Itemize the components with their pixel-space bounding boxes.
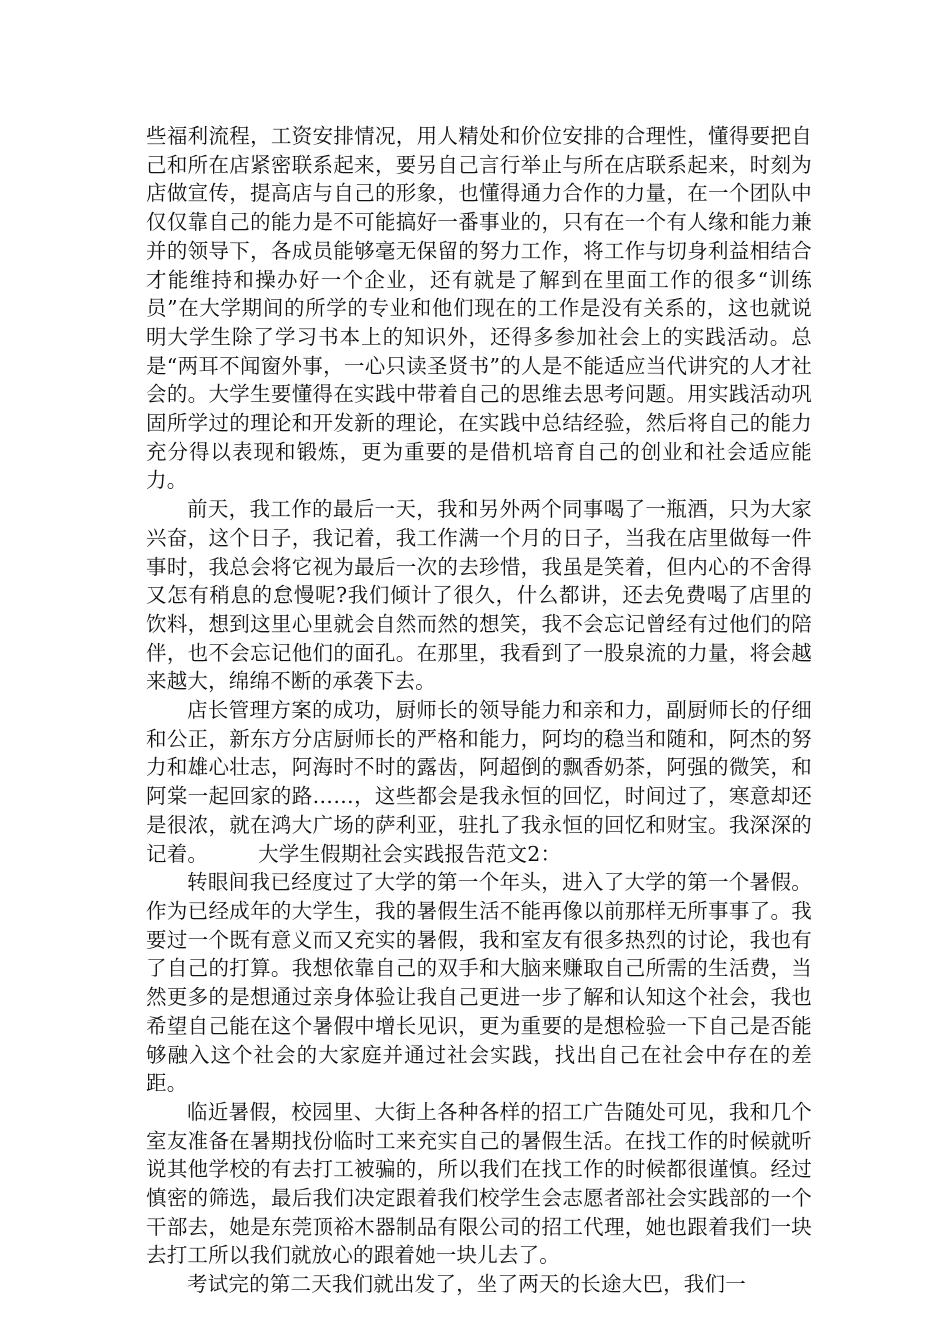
document-body (146, 122, 812, 1299)
section-heading: 大学生假期社会实践报告范文2： (258, 841, 562, 866)
paragraph-3 (146, 696, 812, 868)
paragraph-4: 转眼间我已经度过了大学的第一个年头，进入了大学的第一个暑假。作为已经成年的大学生，我的暑假生活不能再像以前那样无所事事了。我要过一个既有意义而又充实的暑假，我和室友有很多热烈的讨论，我也有了自己的打算。我想依靠自己的双手和大脑来赚取自己所需的生活费，当然更多的是想通过亲身体验让我自己更进一步了解和认知这个社会，我也希望自己能在这个暑假中增长见识，更为重要的是想检验一下自己是否能够融入这个社会的大家庭并通过社会实践，找出自己在社会中存在的差距。 (146, 870, 812, 1096)
paragraph-3-text: 店长管理方案的成功，厨师长的领导能力和亲和力，副厨师长的仔细和公正，新东方分店厨师长的严格和能力，阿均的稳当和随和，阿杰的努力和雄心壮志，阿海时不时的露齿，阿超倒的飘香奶茶，阿强的微笑，和阿棠一起回家的路……，这些都会是我永恒的回忆，时间过了，寒意却还是很浓，就在鸿大广场的萨利亚，驻扎了我永恒的回忆和财宝。我深深的记着。 (146, 698, 812, 866)
paragraph-2: 前天，我工作的最后一天，我和另外两个同事喝了一瓶酒，只为大家兴奋，这个日子，我记着，我工作满一个月的日子，当我在店里做每一件事时，我总会将它视为最后一次的去珍惜，我虽是笑着，但内心的不舍得又怎有稍息的怠慢呢?我们倾计了很久，什么都讲，还去免费喝了店里的饮料，想到这里心里就会自然而然的想笑，我不会忘记曾经有过他们的陪伴，也不会忘记他们的面孔。在那里，我看到了一股泉流的力量，将会越来越大，绵绵不断的承袭下去。 (146, 497, 812, 694)
paragraph-5: 临近暑假，校园里、大街上各种各样的招工广告随处可见，我和几个室友准备在暑期找份临时工来充实自己的暑假生活。在找工作的时候就听说其他学校的有去打工被骗的，所以我们在找工作的时候都很谨慎。经过慎密的筛选，最后我们决定跟着我们校学生会志愿者部社会实践部的一个干部去，她是东莞顶裕木器制品有限公司的招工代理，她也跟着我们一块去打工所以我们就放心的跟着她一块儿去了。 (146, 1099, 812, 1268)
paragraph-1: 些福利流程，工资安排情况，用人精处和价位安排的合理性，懂得要把自己和所在店紧密联系起来，要另自己言行举止与所在店联系起来，时刻为店做宣传，提高店与自己的形象，也懂得通力合作的力量，在一个团队中仅仅靠自己的能力是不可能搞好一番事业的，只有在一个有人缘和能力兼并的领导下，各成员能够毫无保留的努力工作，将工作与切身利益相结合才能维持和操办好一个企业，还有就是了解到在里面工作的很多“训练员”在大学期间的所学的专业和他们现在的工作是没有关系的，这也就说明大学生除了学习书本上的知识外，还得多参加社会上的实践活动。总是“两耳不闻窗外事，一心只读圣贤书”的人是不能适应当代讲究的人才社会的。大学生要懂得在实践中带着自己的思维去思考问题。用实践活动巩固所学过的理论和开发新的理论，在实践中总结经验，然后将自己的能力充分得以表现和锻炼，更为重要的是借机培育自己的创业和社会适应能力。 (146, 124, 812, 493)
paragraph-6: 考试完的第二天我们就出发了，坐了两天的长途大巴，我们一 (187, 1272, 746, 1297)
